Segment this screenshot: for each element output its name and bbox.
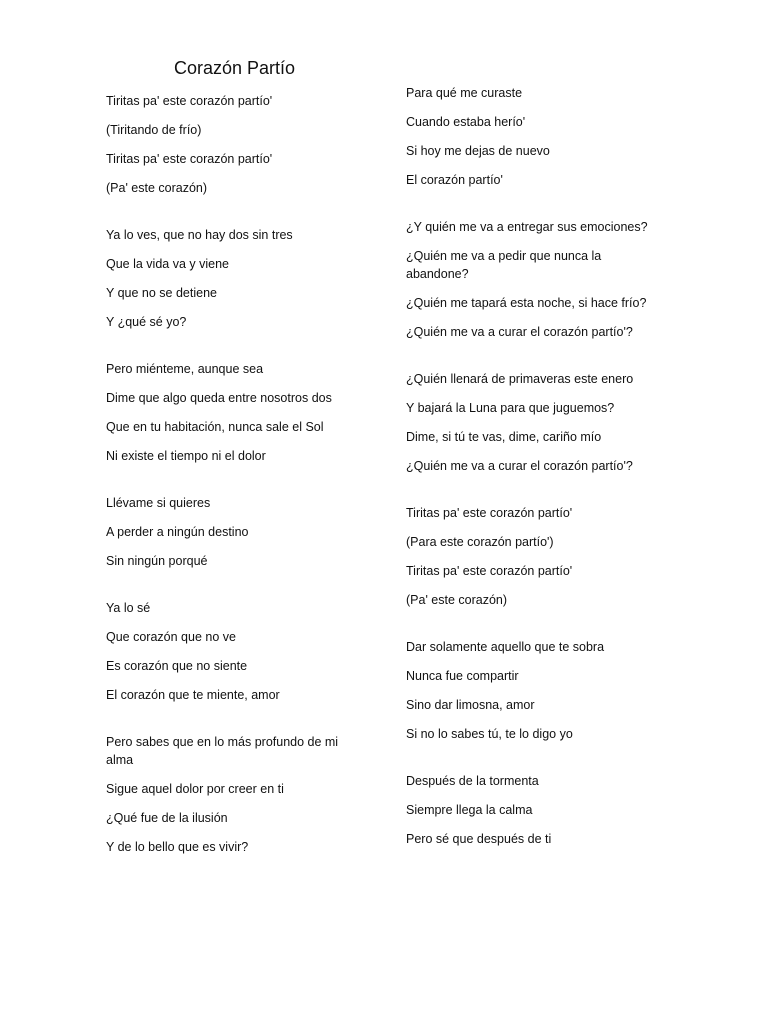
lyric-line: ¿Y quién me va a entregar sus emociones? [406,220,648,234]
lyric-line: Ni existe el tiempo ni el dolor [106,449,266,463]
stanza [106,494,356,570]
lyric-line: Si no lo sabes tú, te lo digo yo [406,727,573,741]
lyric-line: Tiritas pa' este corazón partío' [406,564,573,578]
stanza [106,733,356,856]
lyric-line: Si hoy me dejas de nuevo [406,144,550,158]
lyric-line: ¿Quién llenará de primaveras este enero [406,372,634,386]
lyric-line: (Pa' este corazón) [406,593,508,607]
lyric-line: Dar solamente aquello que te sobra [406,640,605,654]
right-column [406,84,656,877]
stanza [406,772,656,848]
lyric-line: Después de la tormenta [406,774,539,788]
lyric-line: (Pa' este corazón) [106,181,208,195]
lyric-line: Pero sabes que en lo más profundo de mi alma [106,735,339,767]
stanza [406,84,656,189]
lyric-line: ¿Quién me va a curar el corazón partío'? [406,325,633,339]
lyric-line: Ya lo sé [106,601,151,615]
lyric-line: Dime, si tú te vas, dime, cariño mío [406,430,602,444]
lyric-line: Que en tu habitación, nunca sale el Sol [106,420,324,434]
lyric-line: ¿Quién me tapará esta noche, si hace frío? [406,296,647,310]
lyric-line: El corazón partío' [406,173,503,187]
lyric-line: Para qué me curaste [406,86,523,100]
stanza [106,360,356,465]
left-column [106,92,356,885]
stanza [406,218,656,341]
document-title: Corazón Partío [174,58,296,78]
lyric-line: Que la vida va y viene [106,257,229,271]
lyric-line: ¿Qué fue de la ilusión [106,811,228,825]
lyric-line: ¿Quién me va a curar el corazón partío'? [406,459,633,473]
lyric-line: Llévame si quieres [106,496,211,510]
lyric-line: Tiritas pa' este corazón partío' [106,152,273,166]
lyric-line: (Para este corazón partío') [406,535,554,549]
lyric-line: Sigue aquel dolor por creer en ti [106,782,284,796]
lyric-line: Y que no se detiene [106,286,217,300]
lyric-line: Tiritas pa' este corazón partío' [106,94,273,108]
lyric-line: Ya lo ves, que no hay dos sin tres [106,228,293,242]
lyric-line: Y ¿qué sé yo? [106,315,187,329]
stanza [406,504,656,609]
lyric-line: Pero sé que después de ti [406,832,552,846]
lyric-line: El corazón que te miente, amor [106,688,280,702]
lyric-line: Que corazón que no ve [106,630,236,644]
lyric-line: Sin ningún porqué [106,554,208,568]
lyric-line: Cuando estaba herío' [406,115,526,129]
stanza [106,226,356,331]
stanza [106,92,356,197]
lyric-line: Y de lo bello que es vivir? [106,840,249,854]
lyric-line: ¿Quién me va a pedir que nunca la abandone? [406,249,602,281]
lyric-line: Tiritas pa' este corazón partío' [406,506,573,520]
lyric-line: Sino dar limosna, amor [406,698,535,712]
lyric-line: Siempre llega la calma [406,803,533,817]
stanza [406,370,656,475]
lyric-line: Y bajará la Luna para que juguemos? [406,401,615,415]
lyric-line: Nunca fue compartir [406,669,519,683]
lyric-line: Es corazón que no siente [106,659,248,673]
stanza [106,599,356,704]
lyric-line: A perder a ningún destino [106,525,249,539]
lyric-line: Dime que algo queda entre nosotros dos [106,391,332,405]
stanza [406,638,656,743]
lyric-line: Pero miénteme, aunque sea [106,362,264,376]
lyric-line: (Tiritando de frío) [106,123,202,137]
